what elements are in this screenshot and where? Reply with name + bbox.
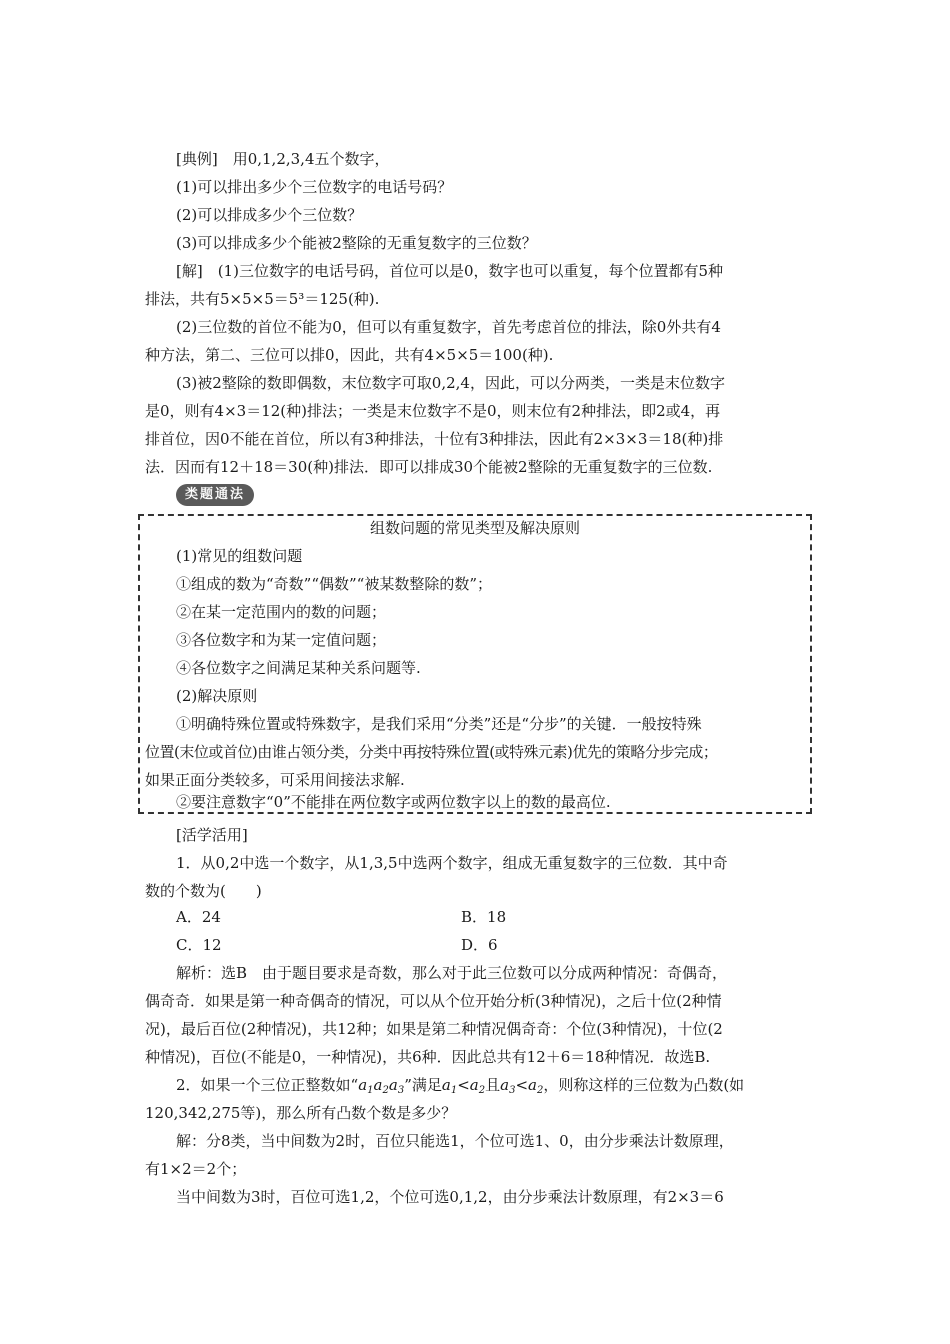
practice-q2-line-1 [176, 1075, 744, 1101]
q2-text-1: 2．如果一个三位正整数如“ [176, 1076, 359, 1094]
option-b: B．18 [461, 908, 507, 926]
practice-q2-line-2: 120,342,275等)，那么所有凸数个数是多少？ [145, 1104, 457, 1122]
method-item-1: ①组成的数为“奇数”“偶数”“被某数整除的数”； [176, 575, 493, 593]
solution-3-line-2: 是0，则有4×3＝12(种)排法；一类是末位数字不是0，则末位有2种排法，即2或4，再 [145, 402, 721, 420]
method-heading-1: (1)常见的组数问题 [176, 547, 303, 565]
practice-q1-line-1: 1．从0,2中选一个数字，从1,3,5中选两个数字，组成无重复数字的三位数．其中奇 [176, 854, 728, 872]
example-question-1: (1)可以排出多少个三位数字的电话号码？ [176, 178, 453, 196]
answer-1-line-4: 种情况)，百位(不能是0，一种情况)，共6种．因此总共有12＋6＝18种情况．故选B. [145, 1048, 711, 1066]
method-principle-1-line-2: 位置(末位或首位)由谁占领分类，分类中再按特殊位置(或特殊元素)优先的策略分步完成； [145, 743, 718, 761]
method-principle-1-line-3: 如果正面分类较多，可采用间接法求解. [145, 771, 405, 789]
solution-3-line-3: 排首位，因0不能在首位，所以有3种排法，十位有3种排法，因此有2×3×3＝18(种)排 [145, 430, 724, 448]
solution-1-line-1: [解] (1)三位数字的电话号码，首位可以是0，数字也可以重复，每个位置都有5种 [176, 262, 724, 280]
answer-2-line-2: 有1×2＝2个； [145, 1160, 247, 1178]
answer-1-line-2: 偶奇奇．如果是第一种奇偶奇的情况，可以从个位开始分析(3种情况)，之后十位(2种情 [145, 992, 722, 1010]
example-question-3: (3)可以排成多少个能被2整除的无重复数字的三位数？ [176, 234, 537, 252]
solution-3-line-1: (3)被2整除的数即偶数，末位数字可取0,2,4，因此，可以分两类，一类是末位数字 [176, 374, 725, 392]
solution-2-line-2: 种方法，第二、三位可以排0，因此，共有4×5×5＝100(种). [145, 346, 554, 364]
example-question-2: (2)可以排成多少个三位数？ [176, 206, 363, 224]
answer-1-line-1: 解析：选B 由于题目要求是奇数，那么对于此三位数可以分成两种情况：奇偶奇， [176, 964, 728, 982]
method-item-4: ④各位数字之间满足某种关系问题等. [176, 659, 421, 677]
practice-q1-line-2: 数的个数为( ) [145, 882, 262, 900]
math-a1a2a3: $a_1a_2a_3$ [358, 1076, 405, 1096]
solution-2-line-1: (2)三位数的首位不能为0，但可以有重复数字，首先考虑首位的排法，除0外共有4 [176, 318, 721, 336]
method-heading-2: (2)解决原则 [176, 687, 258, 705]
practice-header: [活学活用] [176, 826, 248, 844]
method-item-2: ②在某一定范围内的数的问题； [176, 603, 387, 621]
method-badge: 类题通法 [176, 484, 254, 506]
option-a: A．24 [176, 908, 221, 926]
solution-3-line-4: 法．因而有12＋18＝30(种)排法．即可以排成30个能被2整除的无重复数字的三位数. [145, 458, 713, 476]
answer-1-line-3: 况)，最后百位(2种情况)，共12种；如果是第二种情况偶奇奇：个位(3种情况)，十位(2 [145, 1020, 723, 1038]
method-title: 组数问题的常见类型及解决原则 [369, 519, 580, 537]
math-a3-lt-a2: $a_3<a_2$ [500, 1076, 544, 1096]
option-d: D．6 [461, 936, 498, 954]
example-intro: [典例] 用0,1,2,3,4五个数字， [176, 150, 390, 168]
solution-1-line-2: 排法，共有5×5×5＝5³＝125(种). [145, 290, 380, 308]
answer-2-line-3: 当中间数为3时，百位可选1,2，个位可选0,1,2，由分步乘法计数原理，有2×3＝6 [176, 1188, 724, 1206]
method-principle-2: ②要注意数字“0”不能排在两位数字或两位数字以上的数的最高位. [176, 793, 611, 811]
method-item-3: ③各位数字和为某一定值问题； [176, 631, 387, 649]
q2-text-2: ”满足 [404, 1076, 442, 1094]
answer-2-line-1: 解：分8类，当中间数为2时，百位只能选1，个位可选1、0，由分步乘法计数原理， [176, 1132, 734, 1150]
method-principle-1-line-1: ①明确特殊位置或特殊数字，是我们采用“分类”还是“分步”的关键．一般按特殊 [176, 715, 702, 733]
q2-text-4: ，则称这样的三位数为凸数(如 [543, 1076, 745, 1094]
q2-text-3: 且 [485, 1076, 501, 1094]
option-c: C．12 [176, 936, 222, 954]
math-a1-lt-a2: $a_1<a_2$ [441, 1076, 486, 1096]
